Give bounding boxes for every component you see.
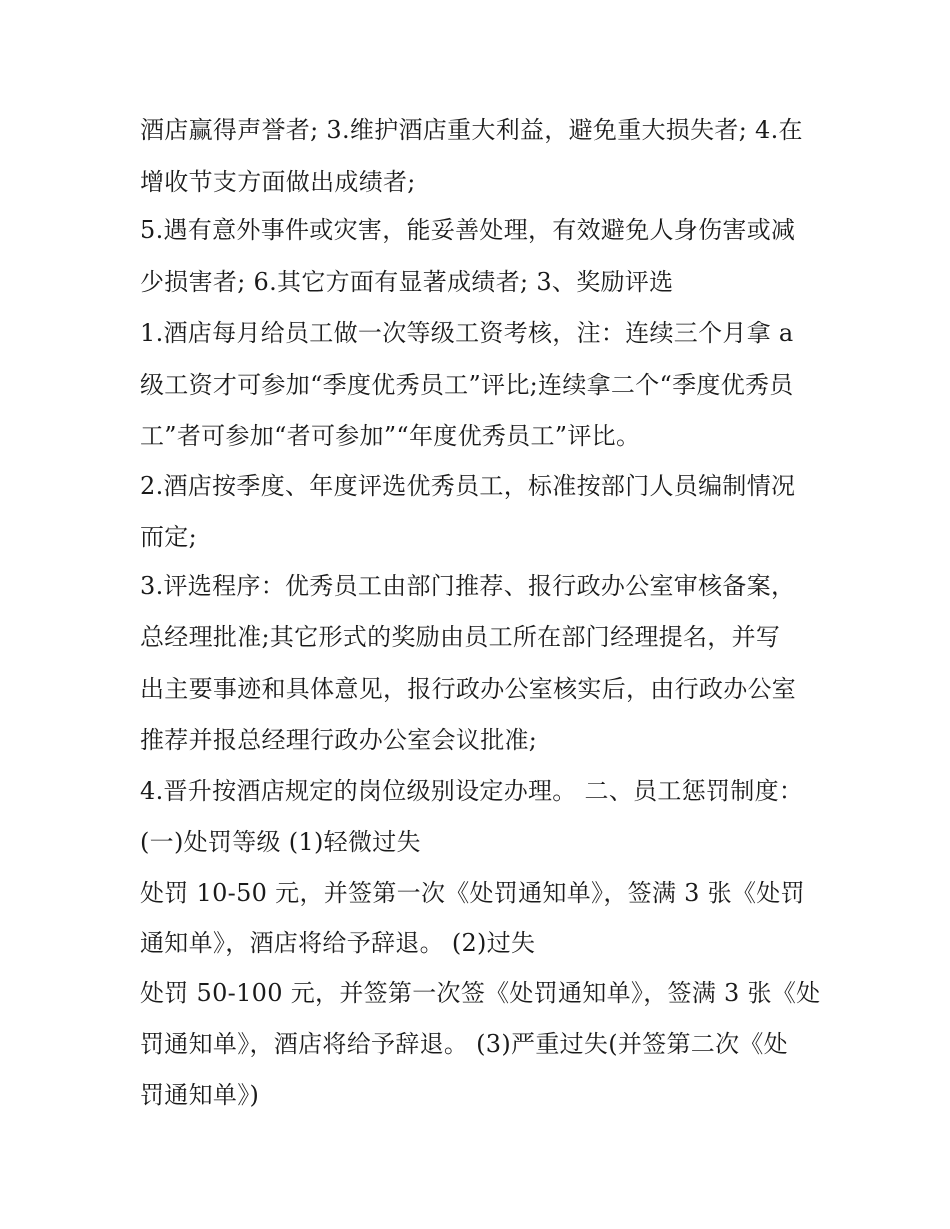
- text-line: 罚通知单》): [140, 1081, 260, 1109]
- text-line: 工”者可参加“者可参加”“年度优秀员工”评比。: [140, 422, 641, 450]
- text-line: 4.晋升按酒店规定的岗位级别设定办理。 二、员工惩罚制度：: [140, 777, 804, 805]
- text-line: 5.遇有意外事件或灾害，能妥善处理，有效避免人身伤害或减: [140, 216, 796, 244]
- text-line: 3.评选程序：优秀员工由部门推荐、报行政办公室审核备案，: [140, 572, 796, 600]
- text-line: 酒店赢得声誉者; 3.维护酒店重大利益，避免重大损失者; 4.在: [140, 116, 803, 144]
- text-line: 通知单》，酒店将给予辞退。 (2)过失: [140, 929, 536, 957]
- text-line: 级工资才可参加“季度优秀员工”评比;连续拿二个“季度优秀员: [140, 371, 794, 399]
- text-line: 增收节支方面做出成绩者;: [140, 168, 416, 196]
- text-line: 出主要事迹和具体意见，报行政办公室核实后，由行政办公室: [140, 675, 797, 703]
- text-line: 总经理批准;其它形式的奖励由员工所在部门经理提名，并写: [140, 623, 781, 651]
- text-line: 罚通知单》，酒店将给予辞退。 (3)严重过失(并签第二次《处: [140, 1030, 788, 1058]
- text-line: 处罚 10-50 元，并签第一次《处罚通知单》，签满 3 张《处罚: [140, 879, 805, 907]
- text-line: 少损害者; 6.其它方面有显著成绩者; 3、奖励评选: [140, 268, 674, 296]
- text-line: 推荐并报总经理行政办公室会议批准;: [140, 726, 538, 754]
- text-line: 2.酒店按季度、年度评选优秀员工，标准按部门人员编制情况: [140, 472, 796, 500]
- text-line: 1.酒店每月给员工做一次等级工资考核，注：连续三个月拿 a: [140, 319, 794, 347]
- text-line: 而定;: [140, 523, 197, 551]
- text-line: 处罚 50-100 元，并签第一次签《处罚通知单》，签满 3 张《处: [140, 979, 821, 1007]
- text-line: (一)处罚等级 (1)轻微过失: [140, 828, 421, 856]
